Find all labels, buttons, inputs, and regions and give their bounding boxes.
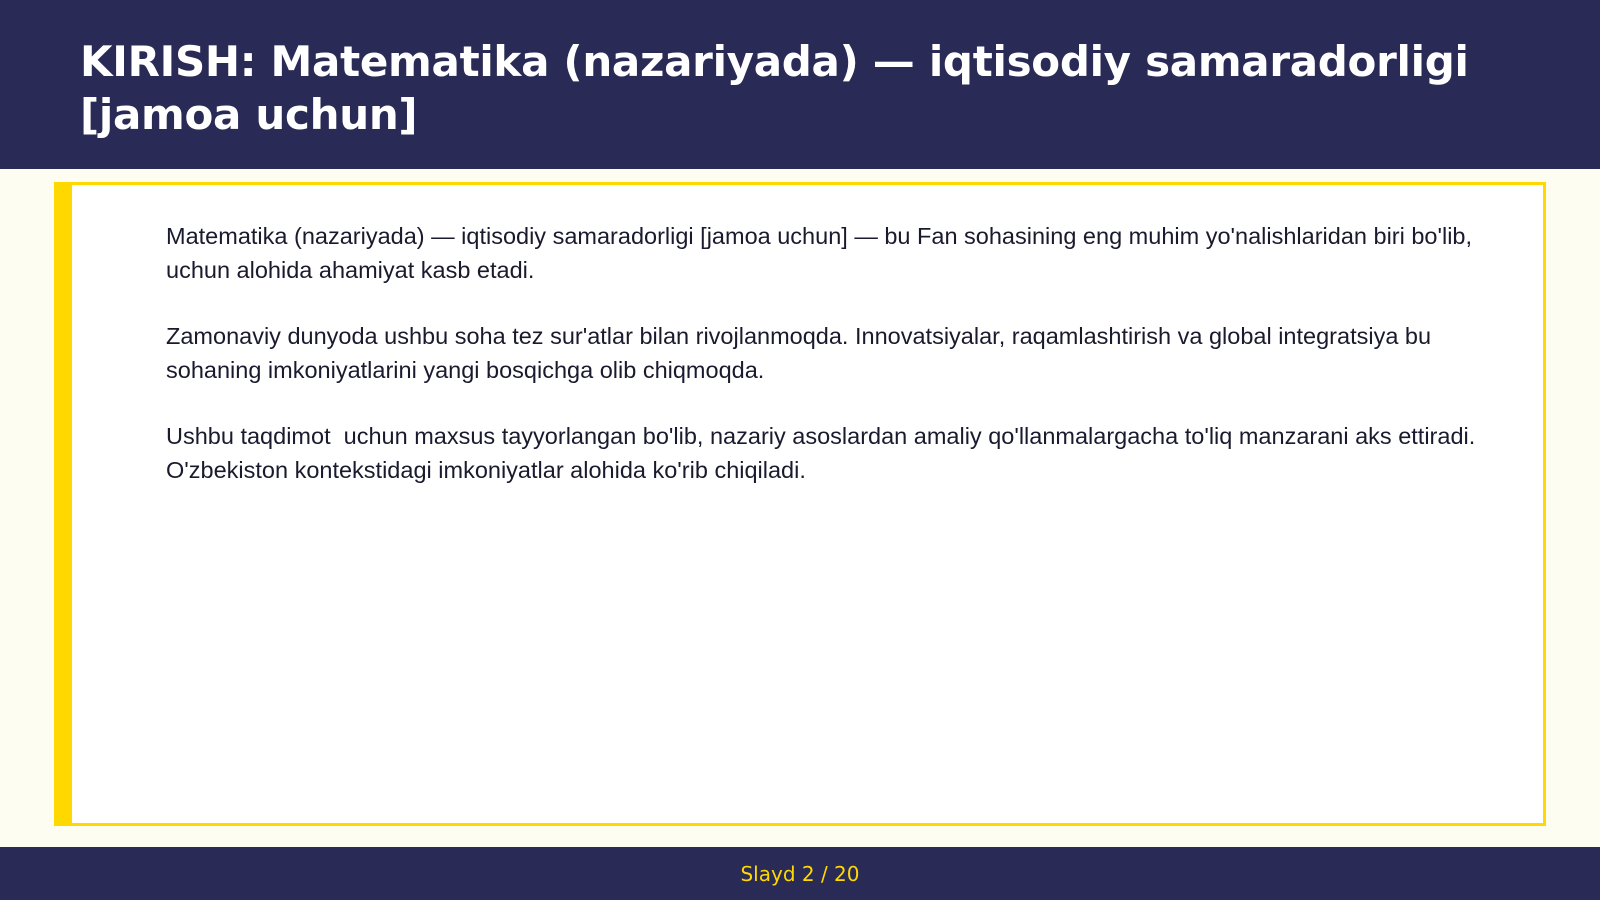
paragraph-1: Matematika (nazariyada) — iqtisodiy samaradorligi [jamoa uchun] — bu Fan sohasining eng muhim yo'nalishlaridan biri bo'lib, uchun alohida ahamiyat kasb etadi. (166, 223, 1486, 283)
paragraph-3: Ushbu taqdimot uchun maxsus tayyorlangan bo'lib, nazariy asoslardan amaliy qo'llanmalargacha to'liq manzarani aks ettiradi. O'zbekiston kontekstidagi imkoniyatlar alohida ko'rib chiqiladi. (166, 423, 1482, 483)
slide-counter: Slayd 2 / 20 (740, 861, 860, 886)
slide-footer (0, 847, 1600, 900)
paragraph-2: Zamonaviy dunyoda ushbu soha tez sur'atlar bilan rivojlanmoqda. Innovatsiyalar, raqamlashtirish va global integratsiya bu sohaning imkoniyatlarini yangi bosqichga olib chiqmoqda. (166, 323, 1438, 383)
body-text (166, 219, 1526, 519)
content-box (54, 182, 1546, 826)
slide-header (0, 0, 1600, 169)
slide-title: KIRISH: Matematika (nazariyada) — iqtisodiy samaradorligi [jamoa uchun] (80, 37, 1469, 139)
